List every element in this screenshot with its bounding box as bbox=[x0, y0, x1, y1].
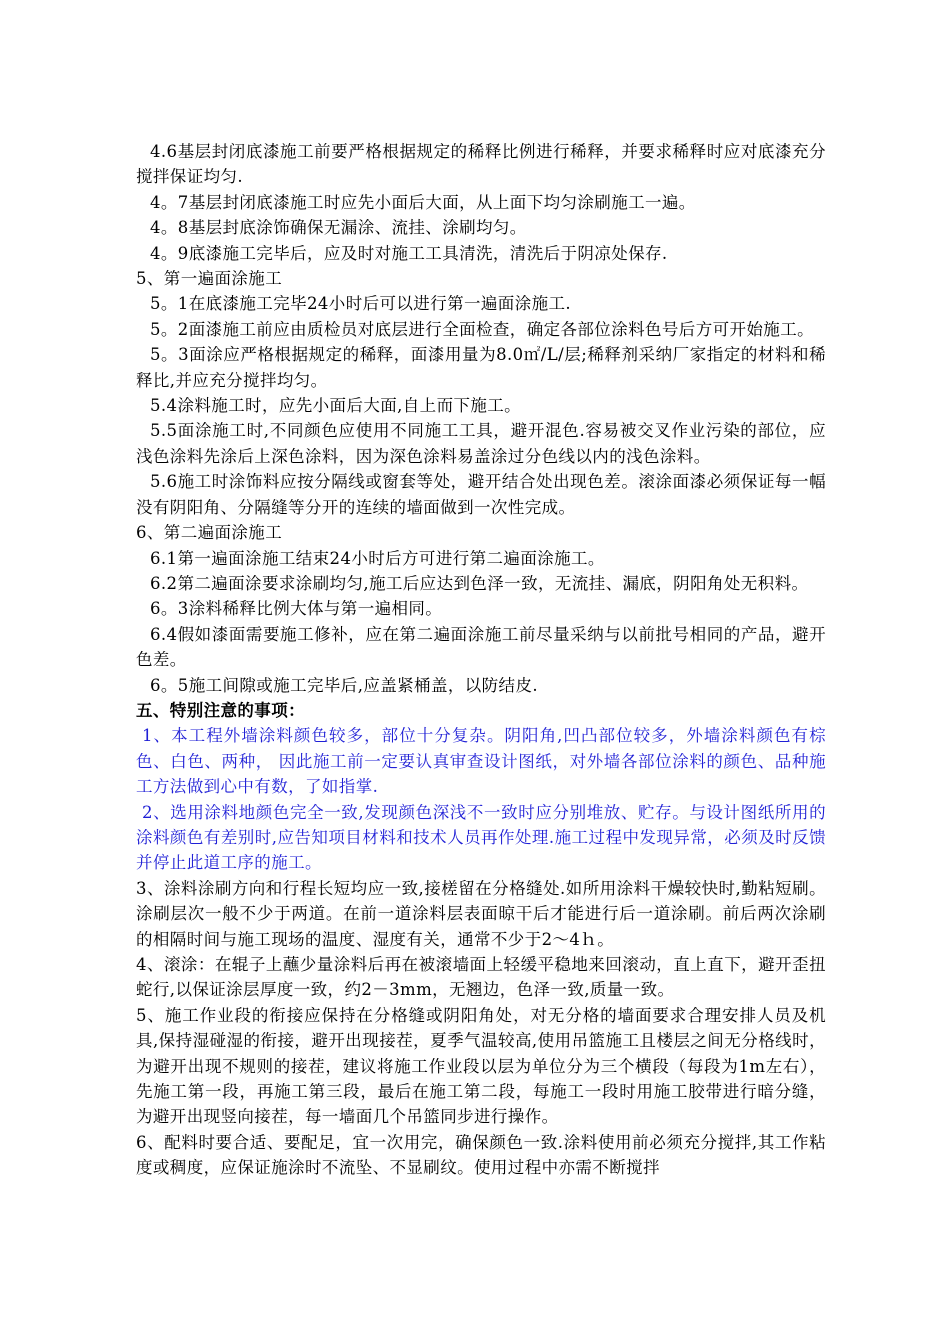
note-6: 6、配料时要合适、要配足，宜一次用完，确保颜色一致.涂料使用前必须充分搅拌,其工作粘度或稠度，应保证施涂时不流坠、不显刷纹。使用过程中亦需不断搅拌 bbox=[136, 1132, 826, 1178]
note-3: 3、涂料涂刷方向和行程长短均应一致,接槎留在分格缝处.如所用涂料干燥较快时,勤粘短刷。涂刷层次一般不少于两道。在前一道涂料层表面晾干后才能进行后一道涂刷。前后两次涂刷的相隔时间与施工现场的温度、湿度有关，通常不少于2～4ｈ。 bbox=[136, 878, 826, 949]
paragraph-5-4: 5.4涂料施工时，应先小面后大面,自上而下施工。 bbox=[150, 396, 522, 416]
paragraph-6-4: 6.4假如漆面需要施工修补，应在第二遍面涂施工前尽量采纳与以前批号相同的产品，避开色差。 bbox=[136, 624, 826, 670]
section-5-title: 五、特别注意的事项： bbox=[136, 700, 305, 720]
paragraph-5-1: 5。1在底漆施工完毕24小时后可以进行第一遍面涂施工. bbox=[150, 294, 572, 314]
paragraph-4-7: 4。7基层封闭底漆施工时应先小面后大面，从上面下均匀涂刷施工一遍。 bbox=[150, 192, 696, 212]
paragraph-6-2: 6.2第二遍面涂要求涂刷均匀,施工后应达到色泽一致，无流挂、漏底，阴阳角处无积料。 bbox=[150, 573, 809, 593]
document-page bbox=[136, 139, 826, 1181]
paragraph-5-3: 5。3面涂应严格根据规定的稀释，面漆用量为8.0㎡/L/层;稀释剂采纳厂家指定的材料和稀释比,并应充分搅拌均匀。 bbox=[136, 345, 826, 390]
paragraph-4-6: 4.6基层封闭底漆施工前要严格根据规定的稀释比例进行稀释，并要求稀释时应对底漆充分搅拌保证均匀. bbox=[136, 142, 826, 187]
paragraph-6-5: 6。5施工间隙或施工完毕后,应盖紧桶盖，以防结皮. bbox=[150, 675, 538, 695]
heading-5: 5、第一遍面涂施工 bbox=[136, 269, 283, 289]
paragraph-5-5: 5.5面涂施工时,不同颜色应使用不同施工工具，避开混色.容易被交叉作业污染的部位，应浅色涂料先涂后上深色涂料，因为深色涂料易盖涂过分色线以内的浅色涂料。 bbox=[136, 421, 826, 466]
note-1: 1、本工程外墙涂料颜色较多，部位十分复杂。阴阳角,凹凸部位较多，外墙涂料颜色有棕色、白色、两种， 因此施工前一定要认真审查设计图纸，对外墙各部位涂料的颜色、品种施工方法做到心中有数，了如指掌. bbox=[136, 726, 826, 797]
heading-6: 6、第二遍面涂施工 bbox=[136, 523, 283, 543]
paragraph-5-6: 5.6施工时涂饰料应按分隔线或窗套等处，避开结合处出现色差。滚涂面漆必须保证每一幅没有阴阳角、分隔缝等分开的连续的墙面做到一次性完成。 bbox=[136, 472, 826, 517]
paragraph-5-2: 5。2面漆施工前应由质检员对底层进行全面检查，确定各部位涂料色号后方可开始施工。 bbox=[150, 319, 814, 339]
paragraph-6-3: 6。3涂料稀释比例大体与第一遍相同。 bbox=[150, 599, 443, 619]
paragraph-6-1: 6.1第一遍面涂施工结束24小时后方可进行第二遍面涂施工。 bbox=[150, 548, 605, 568]
note-4: 4、滚涂：在辊子上蘸少量涂料后再在被滚墙面上轻缓平稳地来回滚动，直上直下，避开歪扭蛇行,以保证涂层厚度一致，约2－3mm，无翘边，色泽一致,质量一致。 bbox=[136, 955, 826, 1000]
paragraph-4-8: 4。8基层封底涂饰确保无漏涂、流挂、涂刷均匀。 bbox=[150, 218, 527, 238]
paragraph-4-9: 4。9底漆施工完毕后，应及时对施工工具清洗，清洗后于阴凉处保存. bbox=[150, 243, 668, 263]
note-2: 2、选用涂料地颜色完全一致,发现颜色深浅不一致时应分别堆放、贮存。与设计图纸所用的涂料颜色有差别时,应告知项目材料和技术人员再作处理.施工过程中发现异常，必须及时反馈并停止此道工序的施工。 bbox=[136, 802, 826, 873]
note-5: 5、施工作业段的衔接应保持在分格缝或阴阳角处，对无分格的墙面要求合理安排人员及机具,保持湿碰湿的衔接，避开出现接茬，夏季气温较高,使用吊篮施工且楼层之间无分格线时，为避开出现不规则的接茬，建议将施工作业段以层为单位分为三个横段（每段为1m左右），先施工第一段，再施工第三段，最后在施工第二段，每施工一段时用施工胶带进行暗分缝，为避开出现竖向接茬，每一墙面几个吊篮同步进行操作。 bbox=[136, 1005, 826, 1127]
